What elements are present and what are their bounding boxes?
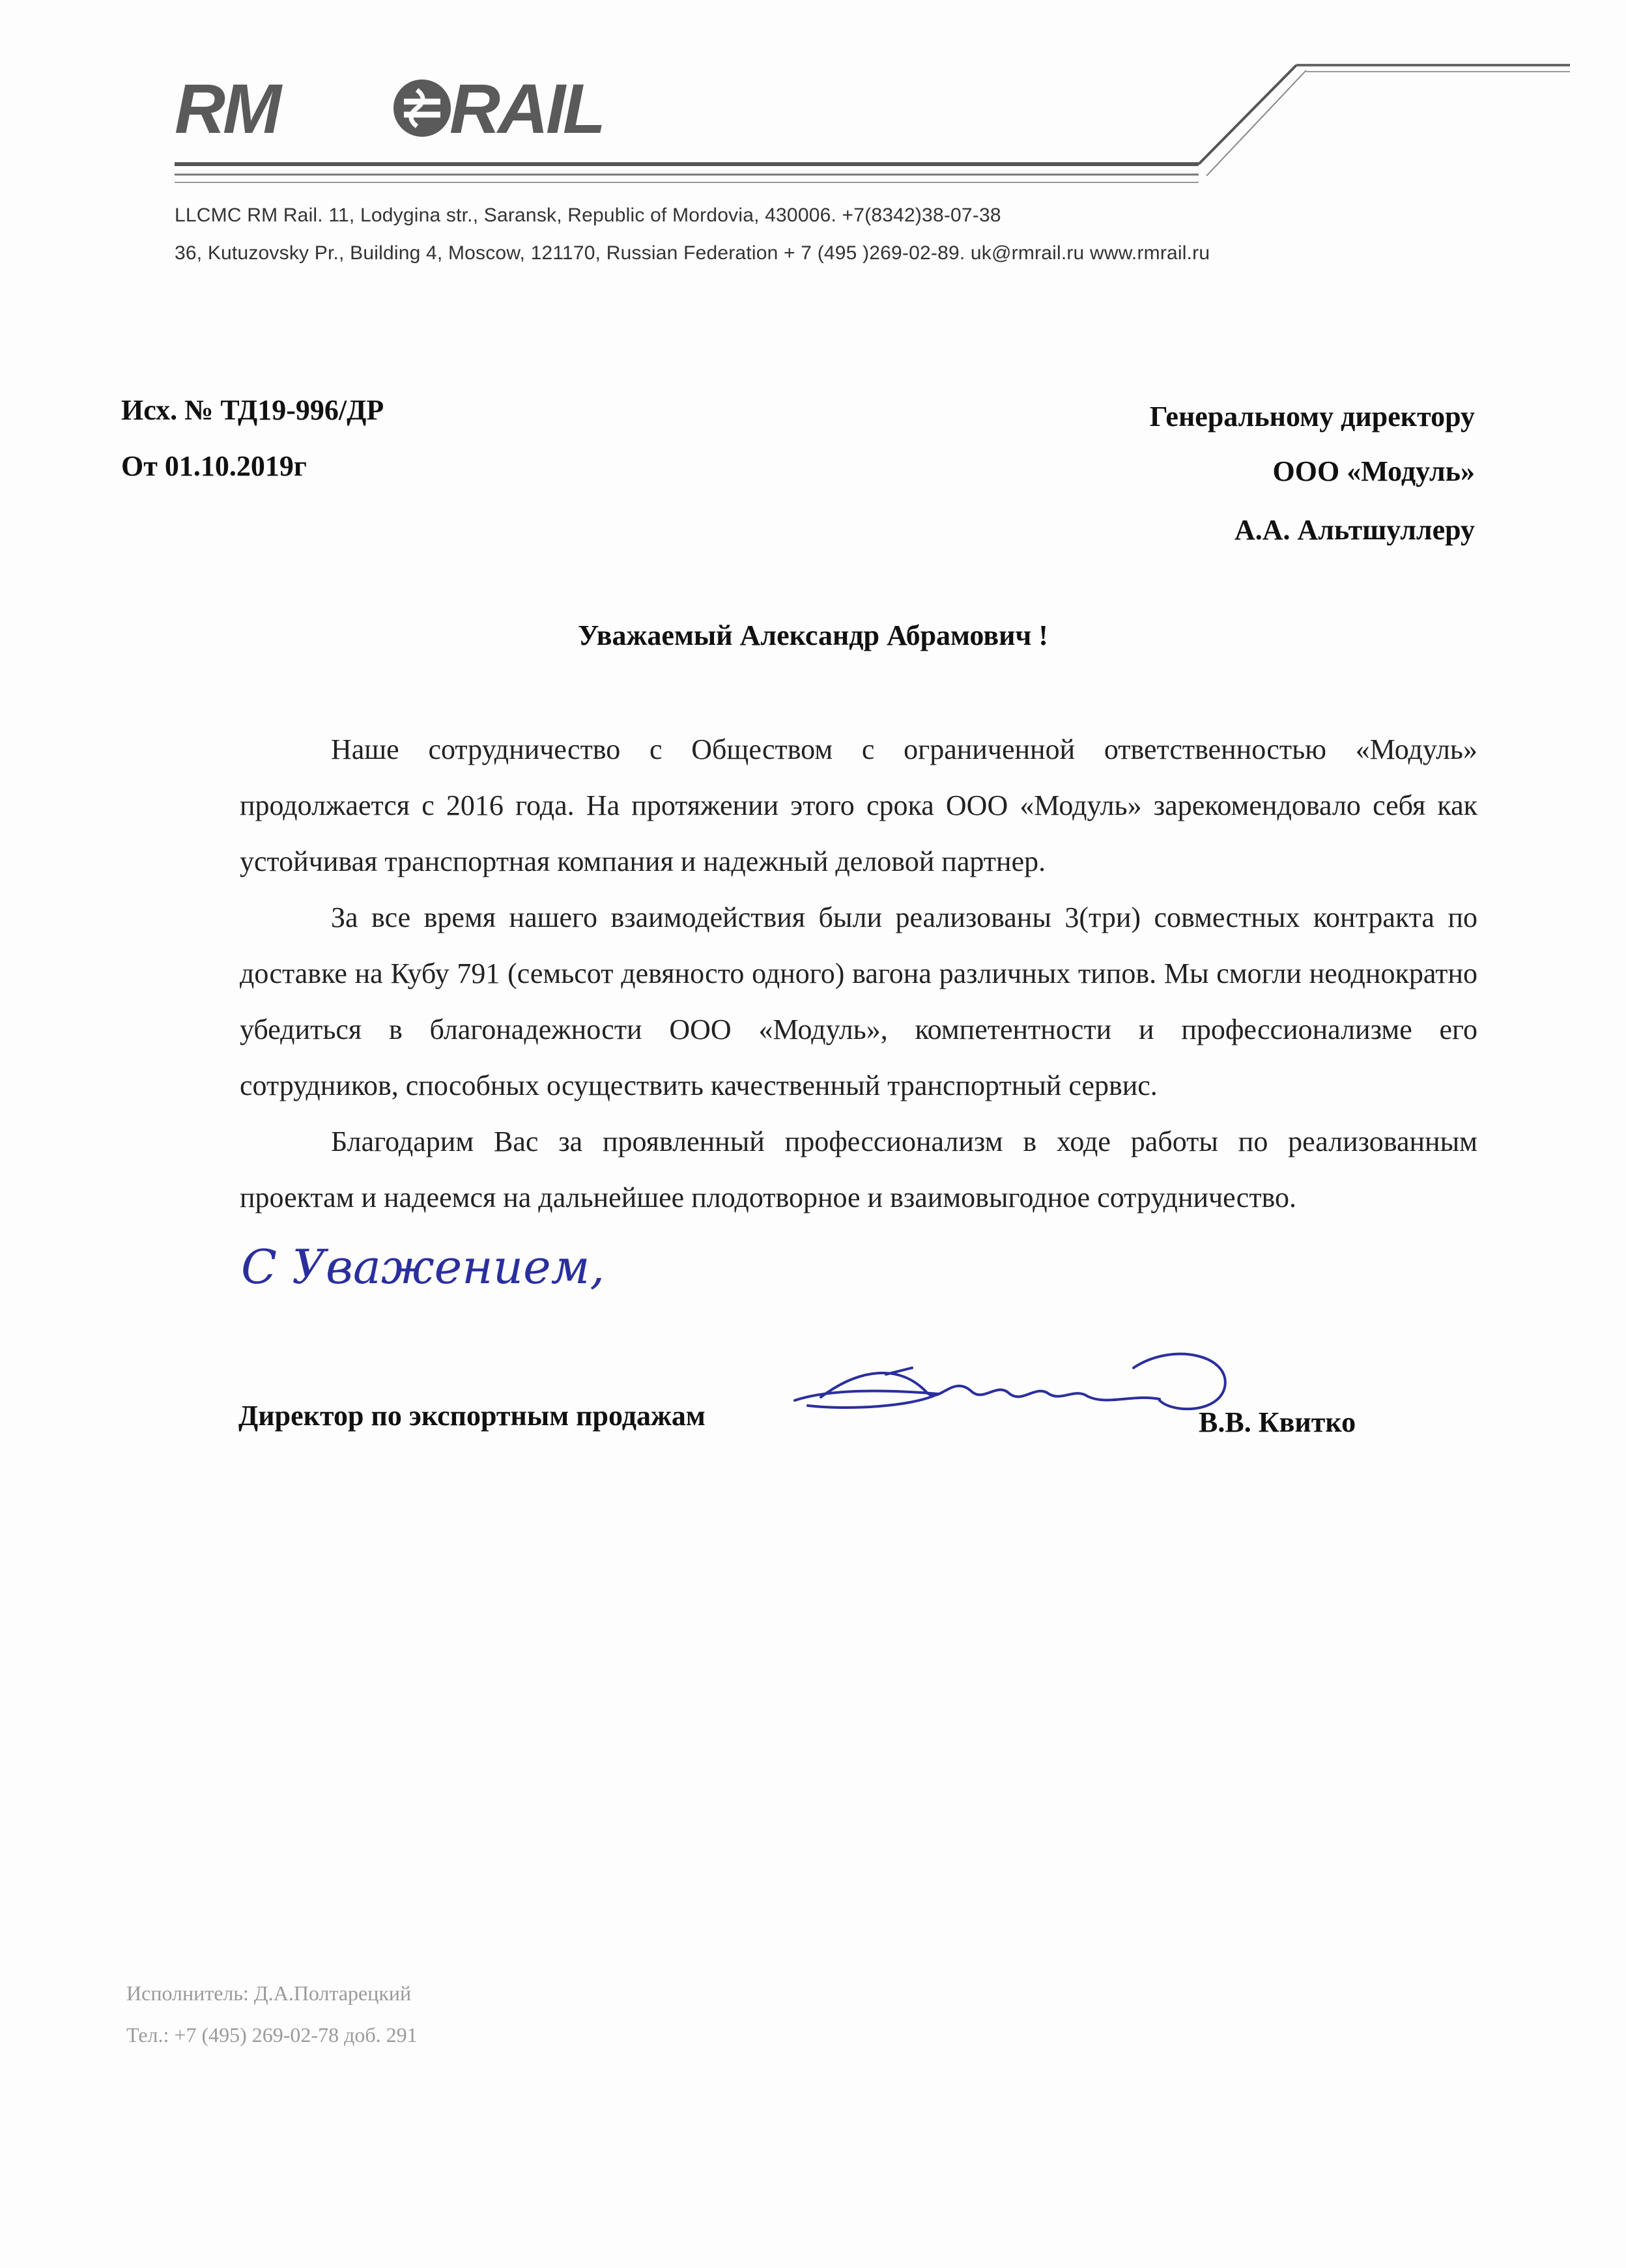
recipient-company: ООО «Модуль»: [1272, 455, 1475, 487]
signer-name: В.В. Квитко: [1199, 1406, 1356, 1438]
rmrail-logo: [175, 70, 644, 149]
executor-phone: Тел.: +7 (495) 269-02-78 доб. 291: [126, 2023, 418, 2047]
recipient-name: А.А. Альтшуллеру: [1234, 514, 1475, 546]
handwritten-closing: [241, 1231, 697, 1309]
signature-image: [782, 1329, 1238, 1459]
letter-date: От 01.10.2019г: [121, 450, 307, 482]
body-paragraph-3: Благодарим Вас за проявленный профессионализм в ходе работы по реализованным проектам и надеемся на дальнейшее плодотворное и взаимовыгодное сотрудничество.: [240, 1126, 1477, 1213]
recipient-position: Генеральному директору: [1149, 401, 1475, 432]
greeting: Уважаемый Александр Абрамович !: [578, 619, 1048, 651]
body-paragraph-2: За все время нашего взаимодействия были реализованы 3(три) совместных контракта по доставке на Кубу 791 (семьсот девяносто одного) вагона различных типов. Мы смогли неоднократно убедиться в благонадежности ООО «Модуль», компетентности и профессионализме его сотрудников, способных осуществить качественный транспортный сервис.: [240, 901, 1477, 1101]
svg-text:RAIL: RAIL: [449, 70, 603, 148]
letterhead-address-2: 36, Kutuzovsky Pr., Building 4, Moscow, 121170, Russian Federation + 7 (495 )269-02-89. uk@rmrail.ru www.rmrail.ru: [175, 242, 1210, 264]
svg-text:RM: RM: [175, 70, 279, 148]
signer-title: Директор по экспортным продажам: [238, 1400, 706, 1432]
body-paragraph-1: Наше сотрудничество с Обществом с ограниченной ответственностью «Модуль» продолжается с 2016 года. На протяжении этого срока ООО «Модуль» зарекомендовало себя как устойчивая транспортная компания и надежный деловой партнер.: [240, 733, 1477, 877]
svg-text:С Уважением,: С Уважением,: [241, 1240, 605, 1294]
letter-body: [240, 722, 1477, 1226]
outgoing-number: Исх. № ТД19-996/ДР: [121, 394, 384, 426]
letterhead-address-1: LLCMC RM Rail. 11, Lodygina str., Saransk, Republic of Mordovia, 430006. +7(8342)38-07-38: [175, 205, 1001, 226]
executor-name: Исполнитель: Д.А.Полтарецкий: [126, 1981, 412, 2005]
